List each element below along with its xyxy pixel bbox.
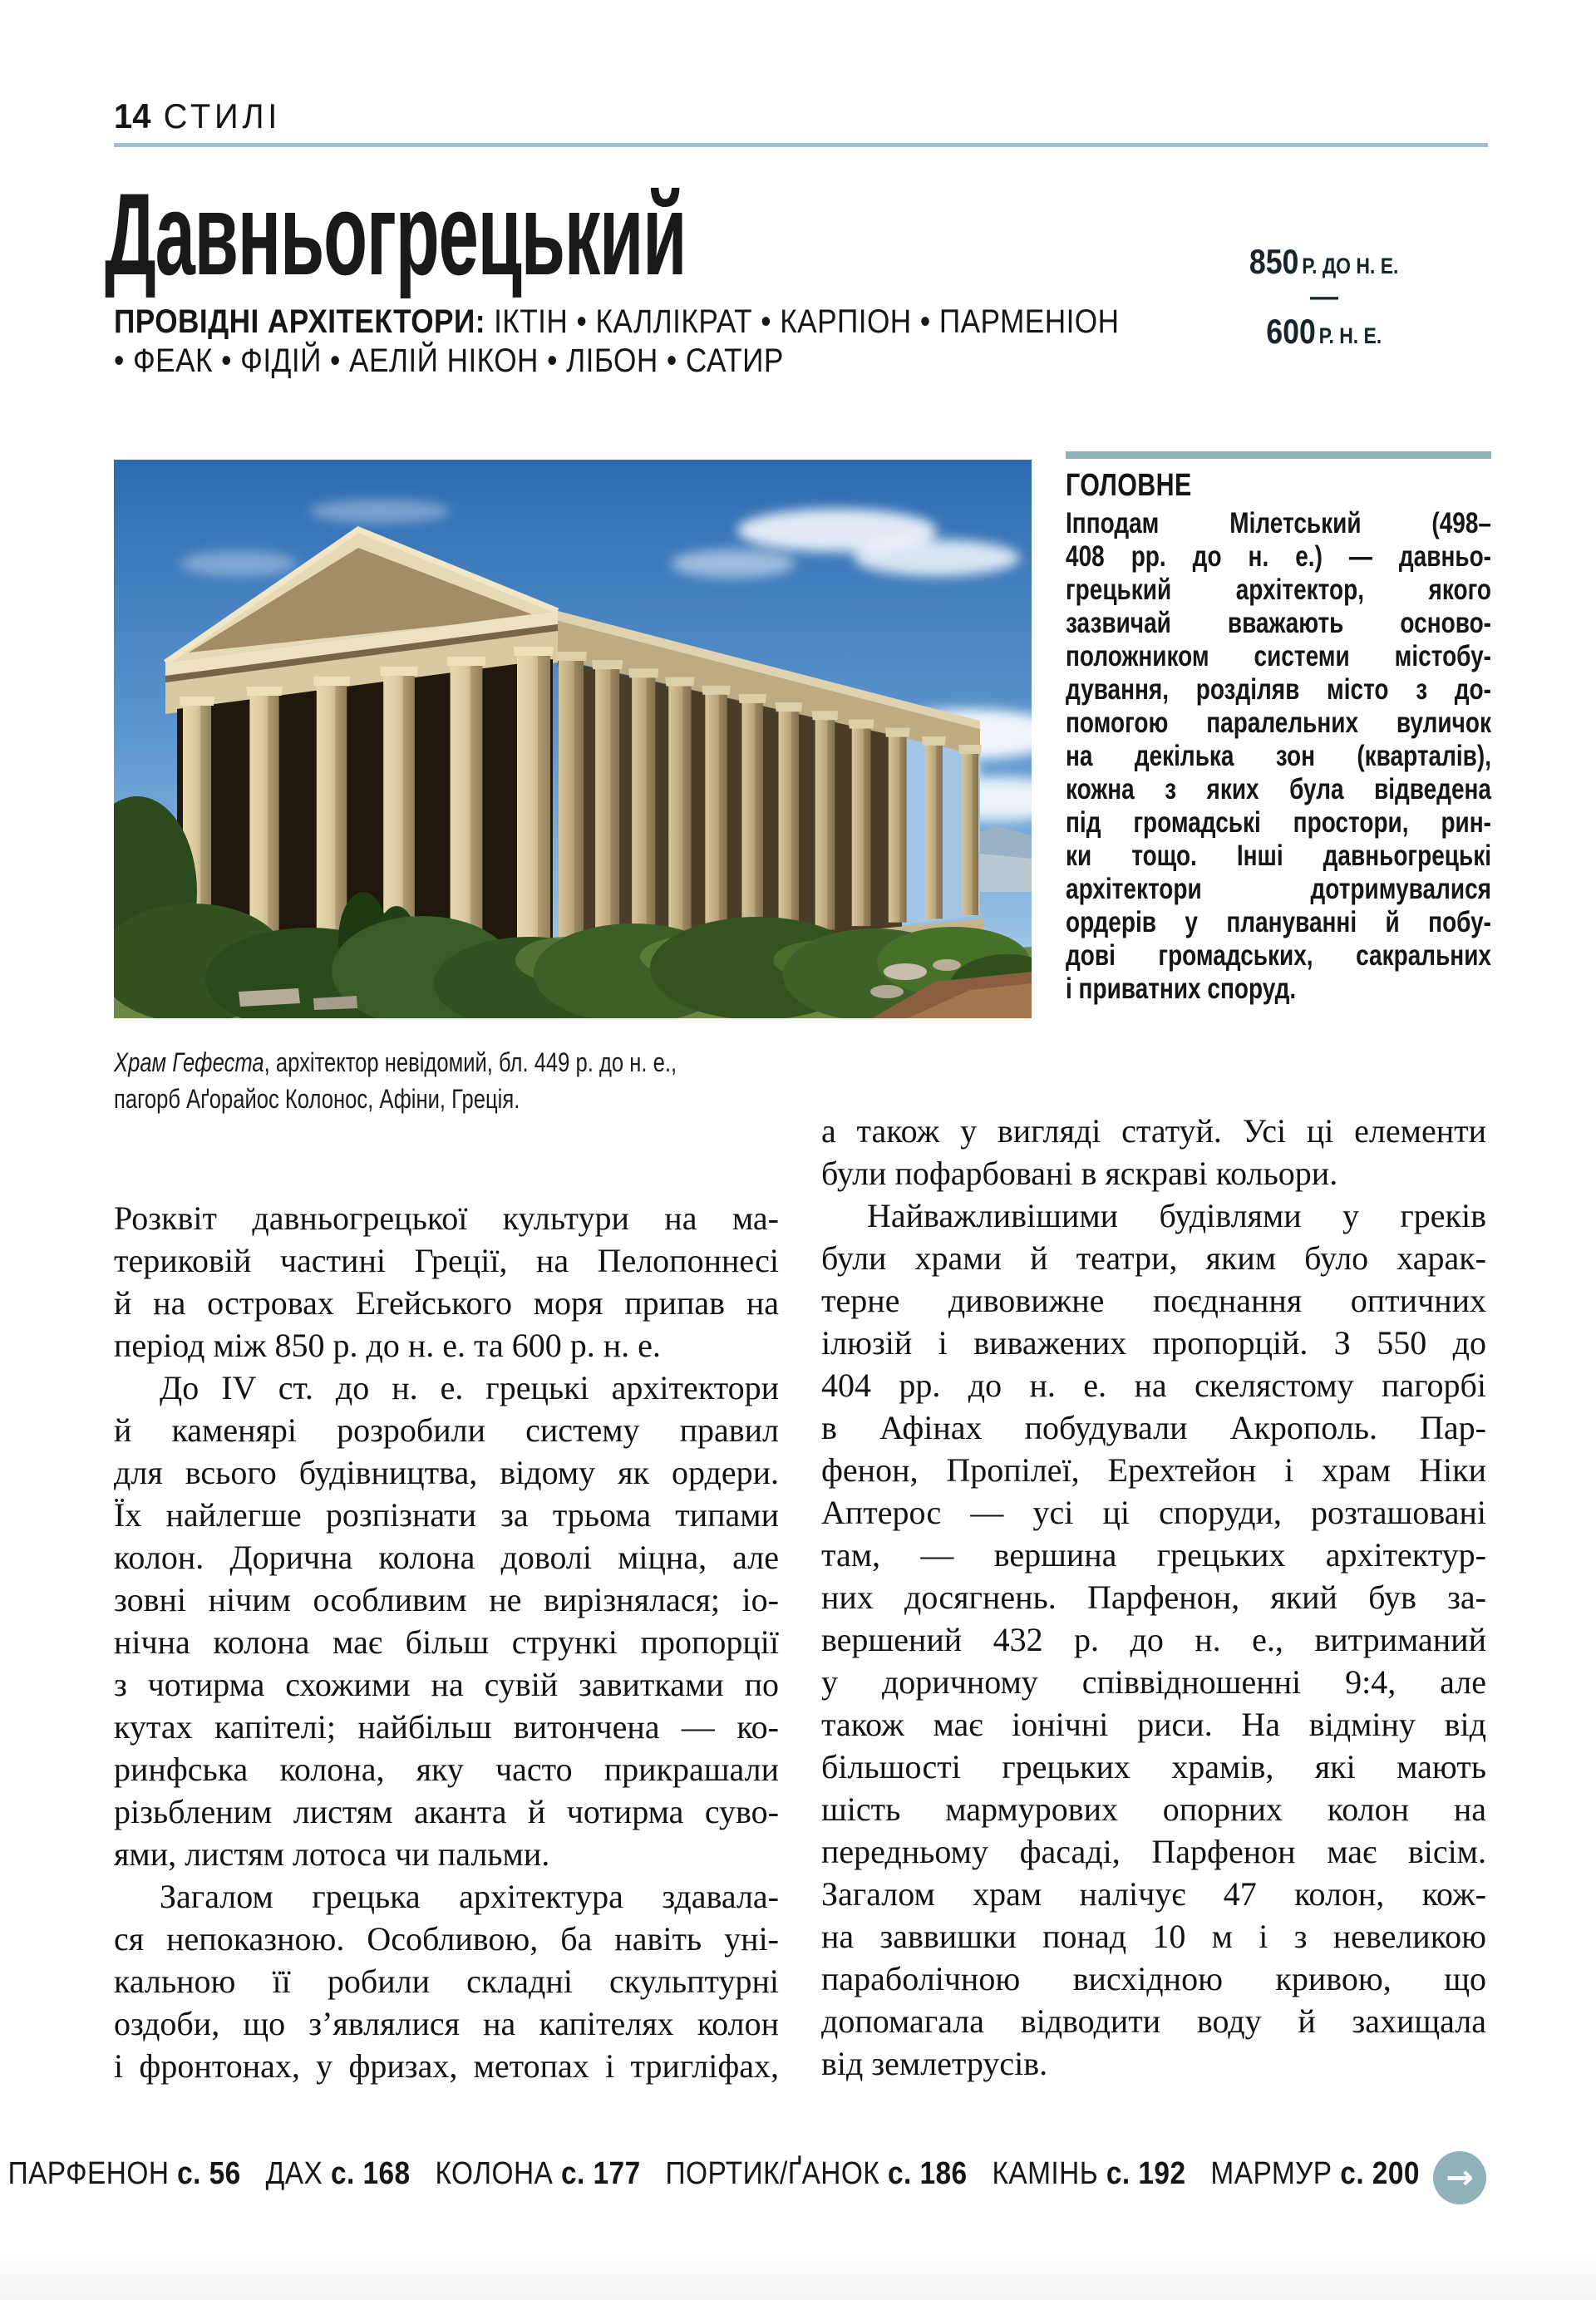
page-bottom-gradient: [0, 2248, 1596, 2300]
footer-ref-label: МАРМУР: [1210, 2156, 1341, 2191]
header-rule: [114, 143, 1488, 147]
body-text-line: Розквіт давньогрецької культури на ма-: [114, 1199, 779, 1237]
footer-ref[interactable]: [993, 2156, 1186, 2191]
sidebar-text-line: під громадські простори, рин-: [1066, 806, 1491, 839]
body-text-line: передньому фасаді, Парфенон має вісім.: [821, 1833, 1486, 1870]
next-page-button[interactable]: [1433, 2151, 1486, 2204]
body-text-line: терне дивовижне поєднання оптичних: [821, 1282, 1486, 1319]
body-text-line: ринфська колона, яку часто прикрашали: [114, 1751, 779, 1788]
temple-photo: [114, 460, 1032, 1018]
sidebar-text-line: і приватних споруд.: [1066, 973, 1297, 1005]
sidebar-text-line: помогою паралельних вуличок: [1066, 707, 1491, 739]
sidebar-text-line: Іпподам Мілетський (498–: [1066, 507, 1491, 539]
architects-block: [114, 303, 1256, 381]
body-text-line: кальною її робили складні скульптурні: [114, 1963, 779, 2000]
sidebar-text: [1066, 507, 1491, 1006]
body-text-line: а також у вигляді статуй. Усі ці елементи: [821, 1112, 1486, 1150]
period-start: 850 Р. ДО Н. Е.: [1249, 241, 1399, 281]
caption-title-italic: Храм Гефеста: [114, 1047, 264, 1077]
body-text-line: Найважливішими будівлями у греків: [867, 1197, 1486, 1234]
body-text-line: колон. Дорична колона доволі міцна, але: [114, 1539, 779, 1576]
body-text-line: з чотирма схожими на сувій завитками по: [114, 1666, 779, 1703]
period-badge: [1244, 217, 1404, 377]
caption-line-1: Храм Гефеста, архітектор невідомий, бл. 449 р. до н. е.,: [114, 1047, 677, 1077]
body-text-line: шість мармурових опорних колон на: [821, 1790, 1486, 1828]
architects-label: ПРОВІДНІ АРХІТЕКТОРИ:: [114, 303, 485, 340]
footer-ref-page: с. 200: [1340, 2156, 1420, 2191]
body-right-column: [821, 1110, 1486, 2085]
sidebar-text-line: на декілька зон (кварталів),: [1066, 740, 1491, 772]
body-text-line: териковій частині Греції, на Пелопоннесі: [114, 1242, 779, 1279]
footer-ref-label: ДАХ: [265, 2156, 332, 2191]
footer-ref-page: с. 56: [177, 2156, 241, 2191]
sidebar-text-line: ки тощо. Інші давньогрецькі: [1066, 840, 1491, 872]
sidebar-text-line: 408 рр. до н. е.) — давньо-: [1066, 540, 1491, 573]
body-left-column: [114, 1197, 779, 2087]
sidebar-text-line: зазвичай вважають осново-: [1066, 607, 1491, 639]
body-text-line: у доричному співвідношенні 9:4, але: [821, 1663, 1486, 1701]
body-text-line: фенон, Пропілеї, Ерехтейон і храм Ніки: [821, 1451, 1486, 1489]
body-text-line: До IV ст. до н. е. грецькі архітектори: [160, 1369, 779, 1406]
body-text-line: ями, листям лотоса чи пальми.: [114, 1835, 550, 1873]
body-text-line: більшості грецьких храмів, які мають: [821, 1748, 1486, 1785]
page-number: 14: [114, 96, 151, 135]
footer-ref-page: с. 177: [561, 2156, 641, 2191]
sidebar-title: ГОЛОВНЕ: [1066, 468, 1192, 503]
sidebar-text-line: архітектори дотримувалися: [1066, 873, 1491, 905]
body-text-line: кутах капітелі; найбільш витончена — ко-: [114, 1708, 779, 1746]
sidebar-text-line: грецький архітектор, якого: [1066, 574, 1491, 606]
body-text-line: для всього будівництва, відому як ордери.: [114, 1454, 779, 1491]
footer-ref-page: с. 192: [1106, 2156, 1186, 2191]
body-text-line: ся непоказною. Особливою, ба навіть уні-: [114, 1920, 779, 1958]
architects-line-1: ПРОВІДНІ АРХІТЕКТОРИ: ІКТІН • КАЛЛІКРАТ • КАРПІОН • ПАРМЕНІОН: [114, 303, 1120, 340]
body-text-line: Їх найлегше розпізнати за трьома типами: [114, 1496, 779, 1534]
body-text-line: Аптерос — усі ці споруди, розташовані: [821, 1494, 1486, 1531]
footer-ref-page: с. 168: [331, 2156, 411, 2191]
footer-ref[interactable]: [666, 2156, 968, 2191]
footer-ref[interactable]: [266, 2156, 411, 2191]
body-text-line: і фронтонах, у фризах, метопах і тригліфах,: [114, 2047, 779, 2085]
period-end: 600 Р. Н. Е.: [1266, 312, 1382, 351]
style-title: Давньогрецький: [105, 169, 687, 299]
architects-line-2: • ФЕАК • ФІДІЙ • АЕЛІЙ НІКОН • ЛІБОН • САТИР: [114, 342, 784, 379]
body-text-line: вершений 432 р. до н. е., витриманий: [821, 1621, 1486, 1658]
footer-ref-label: ПАРФЕНОН: [7, 2156, 178, 2191]
body-text-line: ілюзій і виважених пропорцій. З 550 до: [821, 1324, 1486, 1362]
body-text-line: допомагала відводити воду й захищала: [821, 2002, 1486, 2040]
body-text-line: там, — вершина грецьких архітектур-: [821, 1536, 1486, 1574]
body-text-line: зовні нічим особливим не вирізнялася; іо-: [114, 1581, 779, 1618]
temple-illustration: [114, 460, 1032, 1018]
sidebar-accent-bar: [1066, 451, 1491, 459]
key-facts-panel: [1066, 451, 1491, 1006]
body-text-line: й каменярі розробили систему правил: [114, 1411, 779, 1449]
period-dash: —: [1310, 281, 1338, 313]
body-text-line: 404 рр. до н. е. на скелястому пагорбі: [821, 1367, 1486, 1404]
body-text-line: Загалом грецька архітектура здавала-: [160, 1878, 779, 1915]
footer-references: [8, 2156, 1420, 2192]
body-text-line: оздоби, що з’являлися на капітелях колон: [114, 2005, 779, 2042]
body-text-line: також має іонічні риси. На відміну від: [821, 1706, 1486, 1743]
footer-ref-label: КАМІНЬ: [992, 2156, 1106, 2191]
page-header: [114, 96, 290, 136]
body-text-line: на заввишки понад 10 м і з невеликою: [821, 1918, 1486, 1955]
footer-ref[interactable]: [1211, 2156, 1420, 2191]
body-text-line: від землетрусів.: [821, 2045, 1048, 2082]
sidebar-text-line: положником системи містобу-: [1066, 640, 1491, 672]
sidebar-text-line: ордерів у плануванні й побу-: [1066, 906, 1491, 938]
photo-caption: [114, 1044, 817, 1117]
sidebar-text-line: кожна з яких була відведена: [1066, 773, 1491, 805]
body-text-line: період між 850 р. до н. е. та 600 р. н. е.: [114, 1327, 661, 1364]
sidebar-text-line: дові громадських, сакральних: [1066, 939, 1491, 972]
arrow-right-icon: →: [1446, 2159, 1474, 2197]
body-text-line: були пофарбовані в яскраві кольори.: [821, 1155, 1338, 1192]
footer-ref-label: КОЛОНА: [435, 2156, 562, 2191]
body-text-line: в Афінах побудували Акрополь. Пар-: [821, 1409, 1486, 1446]
body-text-line: нічна колона має більш стрункі пропорції: [114, 1623, 779, 1661]
body-text-line: різьбленим листям аканта й чотирма суво-: [114, 1793, 779, 1830]
body-text-line: них досягнень. Парфенон, який був за-: [821, 1578, 1486, 1616]
body-text-line: були храми й театри, яким було харак-: [821, 1239, 1486, 1277]
footer-ref[interactable]: [436, 2156, 641, 2191]
footer-ref[interactable]: [8, 2156, 241, 2191]
body-text-line: Загалом храм налічує 47 колон, кож-: [821, 1875, 1486, 1913]
caption-line-2: пагорб Аґорайос Колонос, Афіни, Греція.: [114, 1084, 520, 1114]
body-text-line: й на островах Егейського моря припав на: [114, 1284, 779, 1322]
body-text-line: параболічною висхідною кривою, що: [821, 1960, 1486, 1997]
footer-ref-label: ПОРТИК/ҐАНОК: [665, 2156, 889, 2191]
footer-ref-page: с. 186: [888, 2156, 968, 2191]
sidebar-text-line: дування, розділяв місто з до-: [1066, 673, 1491, 706]
section-title: СТИЛІ: [163, 96, 282, 135]
